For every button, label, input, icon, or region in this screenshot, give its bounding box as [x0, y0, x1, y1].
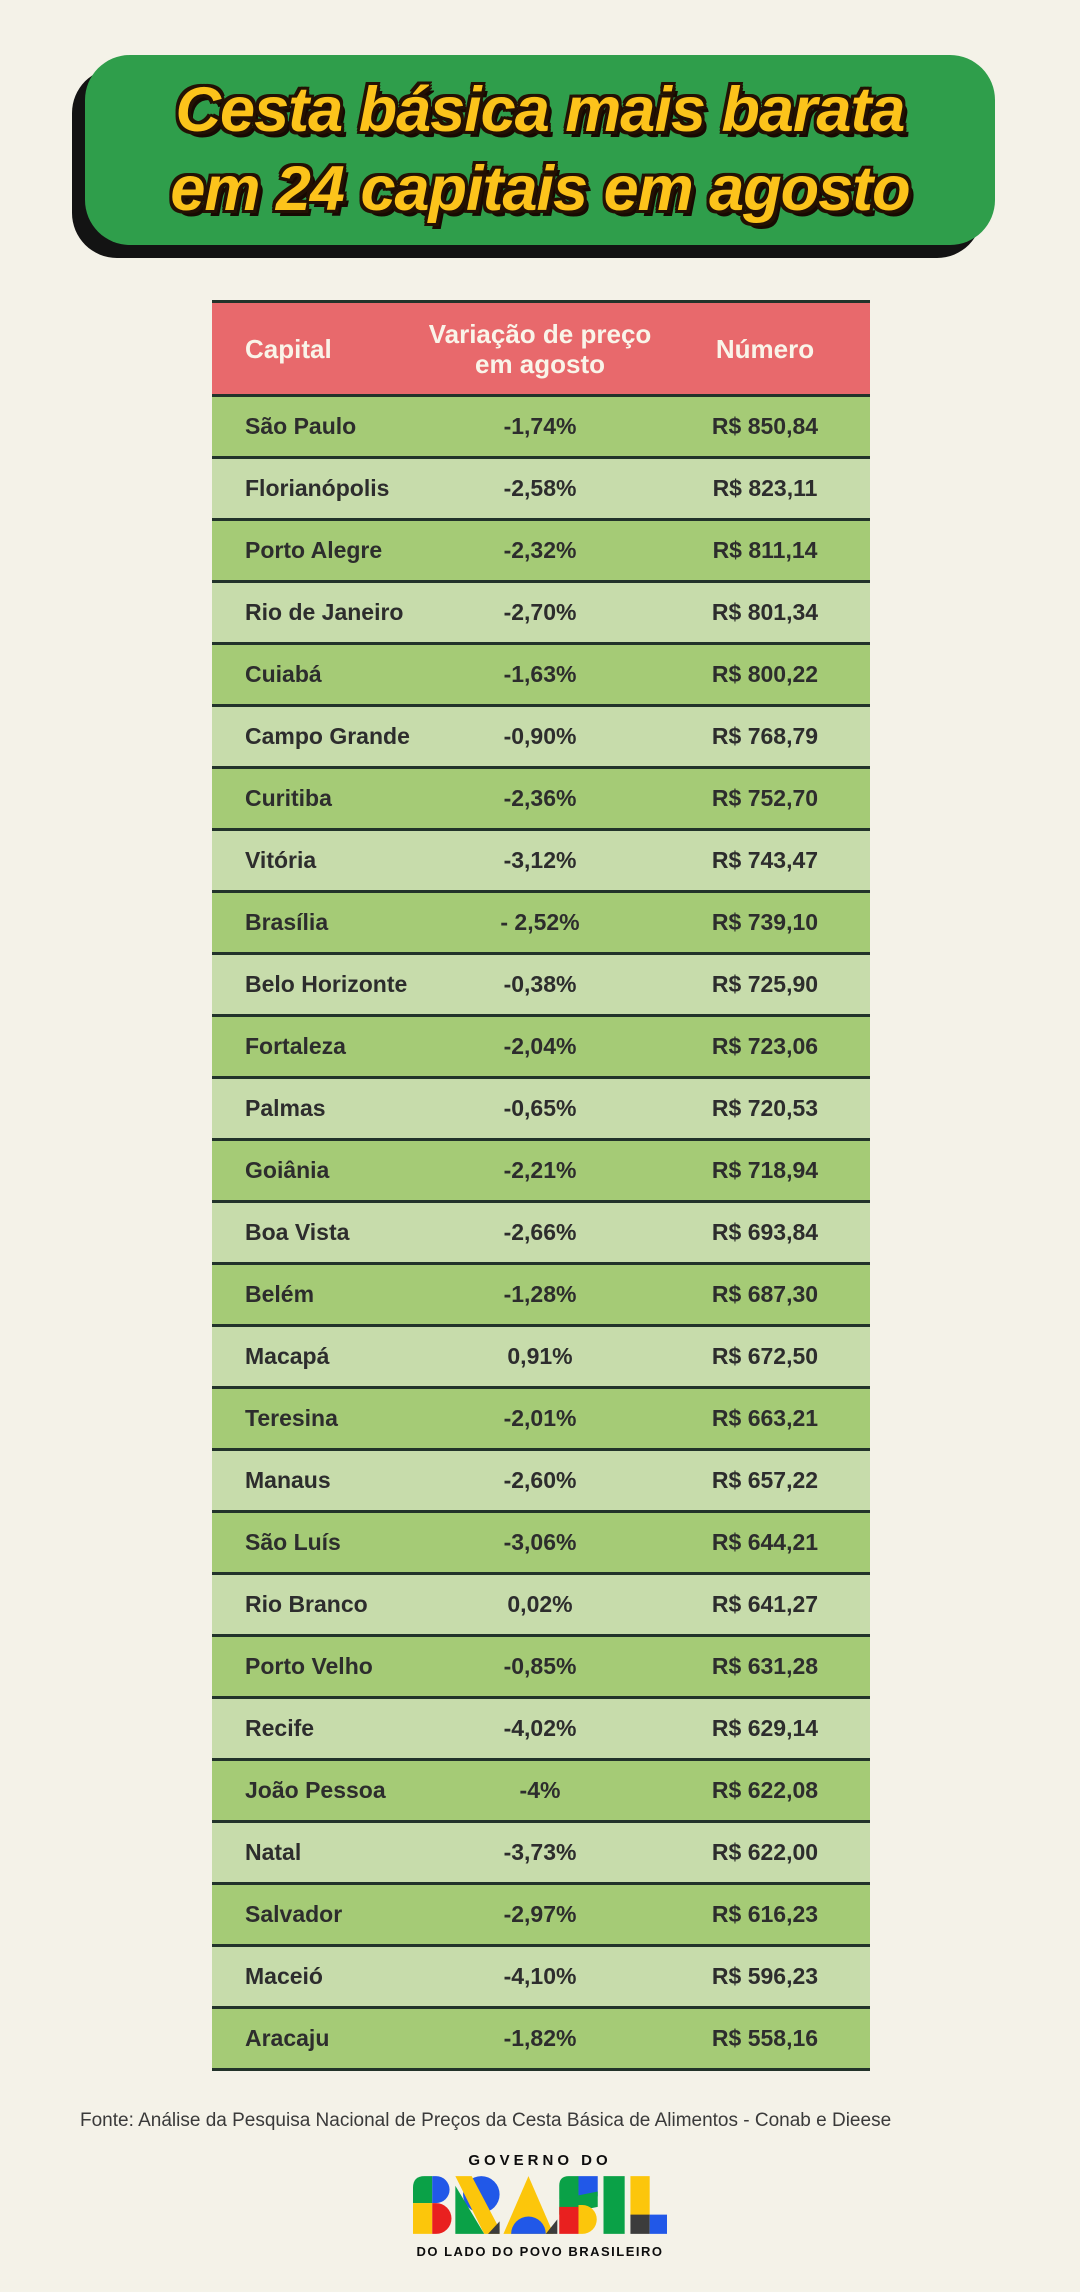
- variation-cell: -2,66%: [503, 1219, 577, 1245]
- capital-cell: Palmas: [245, 1095, 326, 1121]
- table-row: [212, 955, 870, 1017]
- number-cell: R$ 739,10: [711, 909, 819, 935]
- capital-cell: Porto Velho: [245, 1653, 373, 1679]
- variation-cell: -1,74%: [503, 413, 577, 439]
- capital-cell: Florianópolis: [245, 475, 390, 501]
- capital-cell: Campo Grande: [245, 723, 410, 749]
- capitals-table: [212, 300, 870, 2071]
- variation-cell: -3,12%: [503, 847, 577, 873]
- number-cell: R$ 622,08: [711, 1777, 819, 1803]
- table-row: [212, 1637, 870, 1699]
- logo-top-text: GOVERNO DO: [468, 2152, 612, 2169]
- table-row: [212, 521, 870, 583]
- capital-cell: Salvador: [245, 1901, 343, 1927]
- gov-brasil-logo: [0, 2152, 1080, 2259]
- title-line-2: em 24 capitais em agosto: [170, 154, 910, 224]
- variation-cell: -2,36%: [503, 785, 577, 811]
- table-row: [212, 1575, 870, 1637]
- number-cell: R$ 693,84: [711, 1219, 819, 1245]
- variation-cell: -3,73%: [503, 1839, 577, 1865]
- variation-cell: -4%: [519, 1777, 561, 1803]
- capital-cell: Brasília: [245, 909, 329, 935]
- table-row: [212, 645, 870, 707]
- number-cell: R$ 663,21: [711, 1405, 819, 1431]
- table-row: [212, 831, 870, 893]
- variation-cell: -4,10%: [503, 1963, 577, 1989]
- number-cell: R$ 641,27: [711, 1591, 819, 1617]
- capital-cell: São Luís: [245, 1529, 341, 1555]
- variation-cell: - 2,52%: [500, 909, 580, 935]
- variation-cell: -4,02%: [503, 1715, 577, 1741]
- capital-cell: Cuiabá: [245, 661, 322, 687]
- variation-cell: -1,63%: [503, 661, 577, 687]
- capital-cell: Vitória: [245, 847, 317, 873]
- table-row: [212, 1947, 870, 2009]
- number-cell: R$ 616,23: [711, 1901, 819, 1927]
- variation-cell: -2,70%: [503, 599, 577, 625]
- variation-cell: -3,06%: [503, 1529, 577, 1555]
- table-row: [212, 459, 870, 521]
- variation-cell: -2,21%: [503, 1157, 577, 1183]
- table-row: [212, 707, 870, 769]
- header-capital: Capital: [245, 333, 332, 364]
- variation-cell: -0,85%: [503, 1653, 577, 1679]
- capital-cell: João Pessoa: [245, 1777, 386, 1803]
- table-row: [212, 1327, 870, 1389]
- number-cell: R$ 720,53: [711, 1095, 819, 1121]
- variation-cell: -2,97%: [503, 1901, 577, 1927]
- variation-cell: 0,02%: [507, 1591, 573, 1617]
- table-row: [212, 1885, 870, 1947]
- number-cell: R$ 725,90: [711, 971, 819, 997]
- number-cell: R$ 768,79: [711, 723, 819, 749]
- variation-cell: -0,90%: [503, 723, 577, 749]
- number-cell: R$ 631,28: [711, 1653, 819, 1679]
- brasil-wordmark-icon: [413, 2176, 667, 2234]
- capital-cell: Fortaleza: [245, 1033, 346, 1059]
- table-header: [212, 303, 870, 397]
- number-cell: R$ 629,14: [711, 1715, 819, 1741]
- title-line-1: Cesta básica mais barata: [175, 75, 905, 145]
- number-cell: R$ 800,22: [711, 661, 819, 687]
- number-cell: R$ 687,30: [711, 1281, 819, 1307]
- capital-cell: Maceió: [245, 1963, 323, 1989]
- table-row: [212, 1079, 870, 1141]
- number-cell: R$ 743,47: [711, 847, 819, 873]
- capital-cell: Curitiba: [245, 785, 332, 811]
- number-cell: R$ 596,23: [711, 1963, 819, 1989]
- variation-cell: -2,58%: [503, 475, 577, 501]
- number-cell: R$ 823,11: [712, 475, 818, 501]
- table-row: [212, 1451, 870, 1513]
- capital-cell: Porto Alegre: [245, 537, 383, 563]
- table-row: [212, 397, 870, 459]
- capital-cell: Recife: [245, 1715, 315, 1741]
- table-row: [212, 1513, 870, 1575]
- capital-cell: Natal: [245, 1839, 302, 1865]
- capital-cell: São Paulo: [245, 413, 357, 439]
- capital-cell: Belo Horizonte: [245, 971, 408, 997]
- variation-cell: -1,82%: [503, 2025, 577, 2051]
- table-row: [212, 1265, 870, 1327]
- table-row: [212, 893, 870, 955]
- table-body: [212, 397, 870, 2071]
- header-variation: Variação de preço em agosto: [428, 318, 652, 379]
- number-cell: R$ 811,14: [712, 537, 818, 563]
- variation-cell: -2,32%: [503, 537, 577, 563]
- number-cell: R$ 850,84: [711, 413, 819, 439]
- header-number: Número: [715, 333, 815, 364]
- table-row: [212, 769, 870, 831]
- capital-cell: Aracaju: [245, 2025, 330, 2051]
- capital-cell: Teresina: [245, 1405, 338, 1431]
- number-cell: R$ 657,22: [711, 1467, 819, 1493]
- capital-cell: Boa Vista: [245, 1219, 350, 1245]
- capital-cell: Manaus: [245, 1467, 331, 1493]
- source-text: Fonte: Análise da Pesquisa Nacional de Preços da Cesta Básica de Alimentos - Conab e Dieese: [80, 2110, 892, 2131]
- table-row: [212, 1017, 870, 1079]
- capital-cell: Belém: [245, 1281, 315, 1307]
- table-row: [212, 2009, 870, 2071]
- number-cell: R$ 622,00: [711, 1839, 819, 1865]
- variation-cell: -0,38%: [503, 971, 577, 997]
- number-cell: R$ 723,06: [711, 1033, 819, 1059]
- table-row: [212, 583, 870, 645]
- number-cell: R$ 801,34: [711, 599, 819, 625]
- table-row: [212, 1699, 870, 1761]
- capital-cell: Rio de Janeiro: [245, 599, 404, 625]
- number-cell: R$ 718,94: [711, 1157, 819, 1183]
- brasil-wordmark: [0, 2176, 1080, 2239]
- number-cell: R$ 644,21: [711, 1529, 819, 1555]
- table-row: [212, 1761, 870, 1823]
- variation-cell: -1,28%: [503, 1281, 577, 1307]
- number-cell: R$ 672,50: [711, 1343, 819, 1369]
- table-row: [212, 1823, 870, 1885]
- table-row: [212, 1389, 870, 1451]
- variation-cell: -0,65%: [503, 1095, 577, 1121]
- variation-cell: -2,01%: [503, 1405, 577, 1431]
- table-row: [212, 1141, 870, 1203]
- capital-cell: Macapá: [245, 1343, 330, 1369]
- capital-cell: Goiânia: [245, 1157, 330, 1183]
- variation-cell: 0,91%: [507, 1343, 573, 1369]
- table-row: [212, 1203, 870, 1265]
- title-banner: [85, 55, 995, 245]
- logo-bottom-text: DO LADO DO POVO BRASILEIRO: [416, 2244, 664, 2259]
- capital-cell: Rio Branco: [245, 1591, 368, 1617]
- number-cell: R$ 558,16: [711, 2025, 819, 2051]
- variation-cell: -2,60%: [503, 1467, 577, 1493]
- variation-cell: -2,04%: [503, 1033, 577, 1059]
- number-cell: R$ 752,70: [711, 785, 819, 811]
